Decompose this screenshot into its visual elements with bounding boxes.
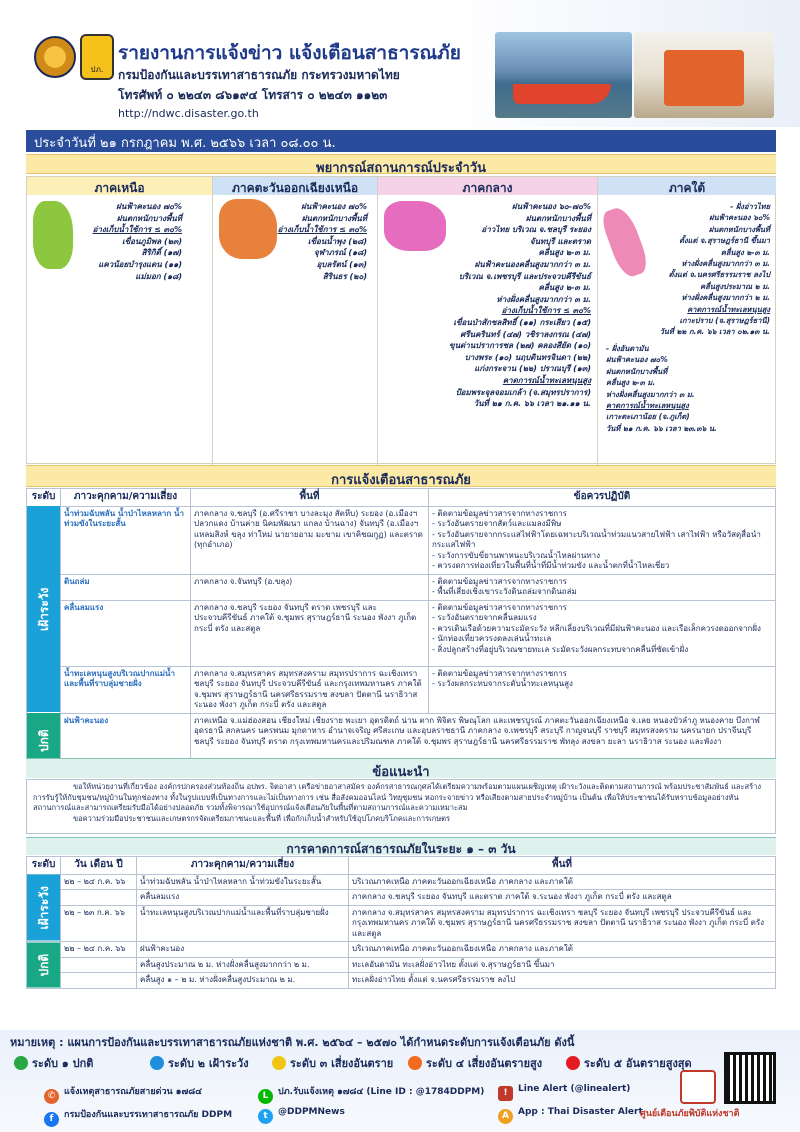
region-line: อุบลรัตน์ (๑๓): [316, 259, 367, 269]
area-cell: บริเวณภาคเหนือ ภาคตะวันออกเฉียงเหนือ ภาคกลาง และภาคใต้: [349, 874, 776, 890]
level-dot-icon: [14, 1056, 28, 1070]
region-header: ภาคกลาง: [378, 177, 597, 195]
region-header: ภาคใต้: [598, 177, 776, 195]
region-line: คลื่นสูง ๒-๓ ม.: [538, 248, 591, 258]
contact-line-alert[interactable]: [498, 1084, 630, 1101]
hazard-cell: น้ำทะเลหนุนสูงบริเวณปากแม่น้ำและพื้นที่ราบลุ่มชายฝั่ง: [137, 905, 349, 942]
app-icon: A: [498, 1109, 513, 1124]
qr-code[interactable]: [724, 1052, 776, 1104]
contact-label: แจ้งเหตุสาธารณภัยสายด่วน ๑๗๘๔: [64, 1087, 203, 1097]
region-header: ภาคตะวันออกเฉียงเหนือ: [213, 177, 377, 195]
ddpm-logo: [80, 34, 114, 80]
date-cell: ๒๒ – ๒๓ ก.ค. ๖๖: [61, 905, 137, 942]
report-title: รายงานการแจ้งข่าว แจ้งเตือนสาธารณภัย: [118, 42, 461, 64]
region-line: คลื่นสูง ๒-๓ ม.: [720, 247, 770, 257]
facebook-icon: f: [44, 1112, 59, 1127]
advice-line: - สิ่งปลูกสร้างที่อยู่บริเวณชายทะเล ระมัดระวังผลกระทบจากคลื่นที่ซัดเข้าฝั่ง: [432, 644, 689, 654]
region-text: [449, 201, 591, 410]
region-line: เขื่อนน้ำพุง (๒๘): [307, 236, 367, 246]
area-cell: ภาคกลาง จ.ชลบุรี (อ.ศรีราชา บางละมุง สัตหีบ) ระยอง (อ.เมืองฯ ปลวกแดง บ้านค่าย นิคมพัฒนา แกลง บ้านฉาง) จันทบุรี (อ.เมืองฯ แหลมสิงห์ ขลุง ท่าใหม่ นายายอาม มะขาม เขาคิชฌกูฏ) และตราด (ทุกอำเภอ): [191, 506, 429, 574]
date-cell: ๒๒ – ๒๔ ก.ค. ๖๖: [61, 942, 137, 958]
region-line: อ่าวไทย บริเวณ จ.ชลบุรี ระยอง: [481, 225, 591, 235]
ddpm-logo-text: ปภ.: [90, 65, 104, 74]
truck-shape: [664, 50, 744, 106]
region-line: แม่มอก (๑๘): [135, 271, 182, 281]
region-line: ตั้งแต่ จ.สุราษฎร์ธานี ขึ้นมา: [679, 236, 770, 246]
table-row: [27, 905, 776, 942]
region-line: ฝนฟ้าคะนอง ๗๐%: [116, 202, 182, 211]
region-line: ฝนฟ้าคะนอง ๗๐%: [301, 202, 367, 211]
region-line: แก่งกระจาน (๒๒) ปราณบุรี (๑๓): [474, 364, 591, 374]
alert-icon: !: [498, 1086, 513, 1101]
forecast3-table: [26, 856, 776, 989]
table-row: [27, 942, 776, 958]
ministry-logo: [34, 36, 76, 78]
report-date: ประจำวันที่ ๒๑ กรกฎาคม พ.ศ. ๒๕๖๖ เวลา ๐๘.๐๐ น.: [26, 130, 776, 152]
website-link[interactable]: http://ndwc.disaster.go.th: [118, 107, 259, 120]
contact-label: กรมป้องกันและบรรเทาสาธารณภัย DDPM: [64, 1110, 233, 1120]
area-cell: ทะเลฝั่งอ่าวไทย ตั้งแต่ จ.นครศรีธรรมราช ลงไป: [349, 973, 776, 989]
level-label: ระดับ ๕ อันตรายสูงสุด: [584, 1057, 692, 1070]
hazard-cell: คลื่นสูง ๑ – ๒ ม. ห่างฝั่งคลื่นสูงประมาณ ๒ ม.: [137, 973, 349, 989]
table-row: [27, 600, 776, 666]
hazard-cell: คลื่นลมแรง: [61, 600, 191, 666]
col-header: พื้นที่: [191, 489, 429, 507]
region-line: ฝนฟ้าคะนอง ๖๐-๗๐%: [511, 202, 591, 211]
col-header: ภาวะคุกคาม/ความเสี่ยง: [61, 489, 191, 507]
advice-box: [26, 779, 776, 834]
hazard-cell: ฝนฟ้าคะนอง: [61, 713, 191, 769]
contact-app[interactable]: [498, 1107, 643, 1124]
region-line: ฝนตกหนักบางพื้นที่: [708, 224, 770, 234]
level-dot-icon: [566, 1056, 580, 1070]
south-map: [599, 204, 651, 280]
region-line: สิรินธร (๒๐): [322, 271, 367, 281]
level-watch: เฝ้าระวัง: [27, 506, 61, 713]
alerts-title: การแจ้งเตือนสาธารณภัย: [26, 465, 776, 487]
level-dot-icon: [408, 1056, 422, 1070]
table-row: [27, 874, 776, 890]
region-line: ห่างฝั่งคลื่นสูงมากกว่า ๓ ม.: [681, 259, 770, 269]
advice-line: - ควรเดินเรือด้วยความระมัดระวัง หลีกเลี่ยงบริเวณที่มีฝนฟ้าคะนอง และเรือเล็กควรงดออกจากฝั่ง: [432, 623, 761, 633]
region-line: เกาะปราบ (จ.สุราษฎร์ธานี): [679, 316, 770, 326]
advice-line: - ระวังอันตรายจากคลื่นลมแรง: [432, 613, 537, 622]
col-header: พื้นที่: [349, 857, 776, 875]
level-label: ระดับ ๑ ปกติ: [32, 1057, 94, 1070]
advice-line: - ระวังการขับขี่ยานพาหนะบริเวณน้ำไหลผ่านทาง: [432, 550, 601, 560]
advice-title: ข้อแนะนำ: [26, 758, 776, 778]
level-dot-icon: [272, 1056, 286, 1070]
region-line: คาดการณ์น้ำทะเลหนุนสูง: [502, 375, 591, 385]
region-line: แควน้อยบำรุงแดน (๑๑): [98, 259, 182, 269]
level-label: ระดับ ๓ เสี่ยงอันตราย: [290, 1057, 394, 1070]
region-line: ฝนตกหนักบางพื้นที่: [116, 213, 182, 223]
level-watch: เฝ้าระวัง: [27, 874, 61, 942]
region-northeast: [213, 177, 378, 465]
region-line: ศรีนครินทร์ (๔๗) วชิราลงกรณ (๔๗): [460, 329, 591, 339]
table-row: [27, 574, 776, 600]
date-cell: [61, 973, 137, 989]
region-line: วันที่ ๒๒ ก.ค. ๖๖ เวลา ๐๒.๑๓ น.: [659, 327, 770, 337]
region-line: - ฝั่งอ่าวไทย: [730, 202, 770, 211]
level-label: ระดับ ๔ เสี่ยงอันตรายสูง: [426, 1057, 543, 1070]
north-map: [33, 201, 73, 269]
advice-line: - ระวังผลกระทบจากระดับน้ำทะเลหนุนสูง: [432, 679, 573, 688]
region-line: ป้อมพระจุลจอมเกล้า (จ.สมุทรปราการ): [455, 387, 591, 397]
level-normal: ปกติ: [27, 942, 61, 989]
region-line: คลื่นสูง ๒-๓ ม.: [538, 283, 591, 293]
advice-paragraph: ขอความร่วมมือประชาชนและเกษตรกรจัดเตรียมภาชนะและพื้นที่ เพื่อกักเก็บน้ำสำหรับใช้อุปโภคบริโภคและการเกษตร: [73, 813, 451, 823]
region-line: เกาะตะเภาน้อย (จ.ภูเก็ต): [606, 412, 690, 422]
region-line: - ฝั่งอันดามัน: [606, 344, 649, 353]
region-text: [660, 201, 770, 338]
date-cell: ๒๒ – ๒๔ ก.ค. ๖๖: [61, 874, 137, 890]
date-cell: [61, 957, 137, 973]
region-line: ฝนฟ้าคะนอง ๗๐%: [606, 355, 668, 365]
header: [0, 0, 800, 127]
region-central: [378, 177, 598, 465]
contact-label: App : Thai Disaster Alert: [518, 1107, 643, 1117]
area-cell: บริเวณภาคเหนือ ภาคตะวันออกเฉียงเหนือ ภาคกลาง และภาคใต้: [349, 942, 776, 958]
contact-label: ปภ.รับแจ้งเหตุ ๑๗๘๔ (Line ID : @1784DDPM): [278, 1087, 485, 1097]
contact-hotline[interactable]: [44, 1084, 202, 1104]
region-text: [93, 201, 182, 282]
area-cell: ภาคกลาง จ.สมุทรสาคร สมุทรสงคราม สมุทรปราการ ฉะเชิงเทรา ชลบุรี ระยอง จันทบุรี เพชรบุรี ประจวบคีรีขันธ์ และกรุงเทพมหานคร ภาคใต้ จ.ชุมพร สุราษฎร์ธานี นครศรีธรรมราช สงขลา ปัตตานี นราธิวาส ระนอง พังงา ภูเก็ต กระบี่ ตรัง และสตูล: [349, 905, 776, 942]
region-south: [598, 177, 776, 465]
region-line: อ่างเก็บน้ำใช้การ ≤ ๓๐%: [501, 306, 591, 316]
region-line: สิริกิติ์ (๑๗): [141, 248, 182, 258]
phone-icon: ✆: [44, 1089, 59, 1104]
region-line: อ่างเก็บน้ำใช้การ ≤ ๓๐%: [92, 225, 182, 235]
col-header: ระดับ: [27, 489, 61, 507]
region-line: ฝนตกหนักบางพื้นที่: [525, 213, 591, 223]
region-text-andaman: [606, 343, 717, 434]
date-cell: [61, 890, 137, 906]
col-header: ภาวะคุกคาม/ความเสี่ยง: [137, 857, 349, 875]
region-line: ห่างฝั่งคลื่นสูงมากกว่า ๓ ม.: [496, 294, 591, 304]
hazard-cell: น้ำทะเลหนุนสูงบริเวณปากแม่น้ำ และพื้นที่ราบลุ่มชายฝั่ง: [61, 666, 191, 713]
region-text: [278, 201, 367, 282]
region-north: [27, 177, 213, 465]
northeast-map: [219, 199, 277, 259]
level-legend-4: [408, 1054, 542, 1072]
rescue-truck-photo: [634, 32, 774, 118]
advice-line: - ระวังอันตรายจากสัตว์และแมลงมีพิษ: [432, 519, 562, 528]
col-header: ระดับ: [27, 857, 61, 875]
area-cell: ภาคกลาง จ.ชลบุรี ระยอง จันทบุรี และตราด ภาคใต้ จ.ระนอง พังงา ภูเก็ต กระบี่ ตรัง และสตูล: [349, 890, 776, 906]
region-line: เขื่อนภูมิพล (๒๓): [121, 236, 182, 246]
col-header: ข้อควรปฏิบัติ: [429, 489, 776, 507]
region-line: คลื่นสูงประมาณ ๒ ม.: [700, 281, 770, 291]
department-name: กรมป้องกันและบรรเทาสาธารณภัย กระทรวงมหาดไทย: [118, 68, 400, 82]
table-row: [27, 506, 776, 574]
advice-cell: [429, 666, 776, 713]
contact-line[interactable]: [258, 1084, 484, 1104]
contact-twitter[interactable]: [258, 1107, 345, 1124]
advice-cell: [429, 506, 776, 574]
advice-cell: [429, 574, 776, 600]
region-line: คาดการณ์น้ำทะเลหนุนสูง: [687, 304, 770, 314]
col-header: วัน เดือน ปี: [61, 857, 137, 875]
region-line: ฝนตกหนักบางพื้นที่: [606, 366, 668, 376]
rescue-boat-photo: [495, 32, 632, 118]
region-line: เขื่อนป่าสักชลสิทธิ์ (๑๑) กระเสียว (๑๕): [453, 317, 591, 327]
region-line: ห่างฝั่งคลื่นสูงมากกว่า ๓ ม.: [606, 389, 695, 399]
hazard-cell: คลื่นลมแรง: [137, 890, 349, 906]
regions-panel: [26, 176, 776, 464]
advice-cell: [429, 600, 776, 666]
boat-shape: [513, 84, 611, 104]
contact-phone: โทรศัพท์ ๐ ๒๒๔๓ ๘๖๑๙๔ โทรสาร ๐ ๒๒๔๓ ๑๑๒๓: [118, 88, 388, 102]
table-row: [27, 957, 776, 973]
level-legend-3: [272, 1054, 393, 1072]
region-line: ห่างฝั่งคลื่นสูงมากกว่า ๒ ม.: [681, 293, 770, 303]
hazard-cell: ดินถล่ม: [61, 574, 191, 600]
area-cell: ภาคเหนือ จ.แม่ฮ่องสอน เชียงใหม่ เชียงราย พะเยา อุตรดิตถ์ น่าน ตาก พิจิตร พิษณุโลก และเพชรบูรณ์ ภาคตะวันออกเฉียงเหนือ จ.เลย หนองบัวลำภู หนองคาย บึงกาฬ อุดรธานี สกลนคร นครพนม มุกดาหาร อำนาจเจริญ ศรีสะเกษ และอุบลราชธานี ภาคกลาง จ.เพชรบุรี สระบุรี กาญจนบุรี ราชบุรี สมุทรสงคราม นครนายก ปราจีนบุรี ชลบุรี ระยอง จันทบุรี ตราด กรุงเทพมหานครและปริมณฑล ภาคใต้ จ.ชุมพร สุราษฎร์ธานี นครศรีธรรมราช พัทลุง สงขลา ยะลา นราธิวาส ระนอง และพังงา: [191, 713, 776, 769]
region-line: ตั้งแต่ จ.นครศรีธรรมราช ลงไป: [668, 270, 770, 280]
advice-line: - ติดตามข้อมูลข่าวสารจากทางราชการ: [432, 576, 567, 586]
level-label: ระดับ ๒ เฝ้าระวัง: [168, 1057, 249, 1070]
forecast-title: พยากรณ์สถานการณ์ประจำวัน: [26, 154, 776, 174]
advice-line: - ควรงดการท่องเที่ยวในพื้นที่น้ำที่มีน้ำท่วมขัง และน้ำตกที่น้ำไหลเชี่ยว: [432, 561, 670, 570]
table-row: [27, 666, 776, 713]
region-line: ฝนฟ้าคะนอง ๖๐%: [709, 213, 770, 223]
area-cell: ภาคกลาง จ.สมุทรสาคร สมุทรสงคราม สมุทรปราการ ฉะเชิงเทรา ชลบุรี ระยอง จันทบุรี ประจวบคีรีขันธ์ และกรุงเทพมหานคร ภาคใต้ จ.ชุมพร สุราษฎร์ธานี นครศรีธรรมราช สงขลา ปัตตานี นราธิวาส ระนอง พังงา ภูเก็ต กระบี่ ตรัง และสตูล: [191, 666, 429, 713]
region-line: จันทบุรี และตราด: [529, 236, 591, 246]
central-map: [384, 201, 446, 251]
region-line: คาดการณ์น้ำทะเลหนุนสูง: [606, 401, 689, 411]
hazard-cell: คลื่นสูงประมาณ ๒ ม. ห่างฝั่งคลื่นสูงมากกว่า ๒ ม.: [137, 957, 349, 973]
area-cell: ภาคกลาง จ.จันทบุรี (อ.ขลุง): [191, 574, 429, 600]
level-legend-1: [14, 1054, 93, 1072]
level-normal: ปกติ: [27, 713, 61, 769]
hazard-cell: น้ำท่วมฉับพลัน น้ำป่าไหลหลาก น้ำท่วมขังในระยะสั้น: [137, 874, 349, 890]
table-row: [27, 890, 776, 906]
twitter-icon: t: [258, 1109, 273, 1124]
region-line: บริเวณ จ.เพชรบุรี และประจวบคีรีขันธ์: [458, 271, 591, 281]
advice-paragraph: ขอให้หน่วยงานที่เกี่ยวข้อง องค์กรปกครองส่วนท้องถิ่น อปพร. จิตอาสา เครือข่ายอาสาสมัคร องค์กรสาธารณกุศลได้เตรียมความพร้อมตามแผนเผชิญเหตุ เฝ้าระวังและติดตามสถานการณ์ พร้อมประชาสัมพันธ์ และสร้างการรับรู้ให้กับชุมชน/หมู่บ้านในทุกช่องทาง ทั้งในรูปแบบที่เป็นทางการและไม่เป็นทางการ เช่น สื่อสังคมออนไลน์ วิทยุชุมชน หอกระจายข่าว หรือเสียงตามสายประจำหมู่บ้าน เป็นต้น เพื่อให้ประชาชนได้รับทราบข้อมูลอย่างทันสถานการณ์และสามารถเตรียมรับมือได้อย่างปลอดภัย รวมทั้งพิจารณาใช้อุปกรณ์แจ้งเตือนภัยในพื้นที่ตามสถานการณ์และความเหมาะสม: [33, 782, 762, 812]
region-line: วันที่ ๒๑ ก.ค. ๖๖ เวลา ๒๑.๑๑ น.: [473, 399, 591, 409]
region-line: ฝนตกหนักบางพื้นที่: [301, 213, 367, 223]
hazard-cell: น้ำท่วมฉับพลัน น้ำป่าไหลหลาก น้ำท่วมขังในระยะสั้น: [61, 506, 191, 574]
advice-line: - นักท่องเที่ยวควรงดลงเล่นน้ำทะเล: [432, 634, 552, 643]
center-name: ศูนย์เตือนภัยพิบัติแห่งชาติ: [640, 1109, 740, 1119]
advice-line: - ติดตามข้อมูลข่าวสารจากทางราชการ: [432, 602, 567, 612]
footer-note: หมายเหตุ : แผนการป้องกันและบรรเทาสาธารณภัยแห่งชาติ พ.ศ. ๒๕๖๔ – ๒๕๗๐ ได้กำหนดระดับการแจ้งเตือนภัย ดังนี้: [10, 1036, 575, 1049]
area-cell: ทะเลอันดามัน ทะเลฝั่งอ่าวไทย ตั้งแต่ จ.สุราษฎร์ธานี ขึ้นมา: [349, 957, 776, 973]
region-line: จุฬาภรณ์ (๑๘): [314, 248, 367, 258]
region-line: ฝนฟ้าคะนองคลื่นสูงมากกว่า ๓ ม.: [474, 259, 591, 269]
region-line: บางพระ (๑๐) นฤบดินทรจินดา (๒๒): [464, 352, 591, 362]
advice-line: - ติดตามข้อมูลข่าวสารจากทางราชการ: [432, 508, 567, 518]
advice-line: - พื้นที่เสี่ยงเชิงเขาระวังดินถล่มจากดินถล่ม: [432, 587, 577, 596]
forecast3-title: การคาดการณ์สาธารณภัยในระยะ ๑ – ๓ วัน: [26, 837, 776, 855]
advice-line: - ติดตามข้อมูลข่าวสารจากทางราชการ: [432, 668, 567, 678]
region-line: วันที่ ๒๑ ก.ค. ๖๖ เวลา ๒๓.๓๖ น.: [606, 423, 717, 433]
area-cell: ภาคกลาง จ.ชลบุรี ระยอง จันทบุรี ตราด เพชรบุรี และประจวบคีรีขันธ์ ภาคใต้ จ.ชุมพร สุราษฎร์ธานี ระนอง พังงา ภูเก็ต กระบี่ ตรัง และสตูล: [191, 600, 429, 666]
line-icon: L: [258, 1089, 273, 1104]
level-dot-icon: [150, 1056, 164, 1070]
level-legend-2: [150, 1054, 249, 1072]
alerts-table: [26, 488, 776, 770]
hazard-cell: ฝนฟ้าคะนอง: [137, 942, 349, 958]
region-line: อ่างเก็บน้ำใช้การ ≤ ๓๐%: [277, 225, 367, 235]
advice-line: - ระวังอันตรายจากกระแสไฟฟ้าโดยเฉพาะบริเวณน้ำท่วมแนวสายไฟฟ้า เสาไฟฟ้า หรือวัสดุสื่อนำกระแสไฟฟ้า: [432, 529, 761, 549]
table-row: [27, 973, 776, 989]
region-line: ขุนด่านปราการชล (๒๗) คลองสียัด (๑๐): [449, 341, 591, 351]
region-header: ภาคเหนือ: [27, 177, 212, 195]
region-line: คลื่นสูง ๒-๓ ม.: [606, 378, 656, 388]
contact-label: @DDPMNews: [278, 1107, 345, 1117]
contact-facebook[interactable]: [44, 1107, 232, 1127]
contact-label: Line Alert (@linealert): [518, 1084, 631, 1094]
center-emblem: [680, 1070, 716, 1104]
level-legend-5: [566, 1054, 692, 1072]
